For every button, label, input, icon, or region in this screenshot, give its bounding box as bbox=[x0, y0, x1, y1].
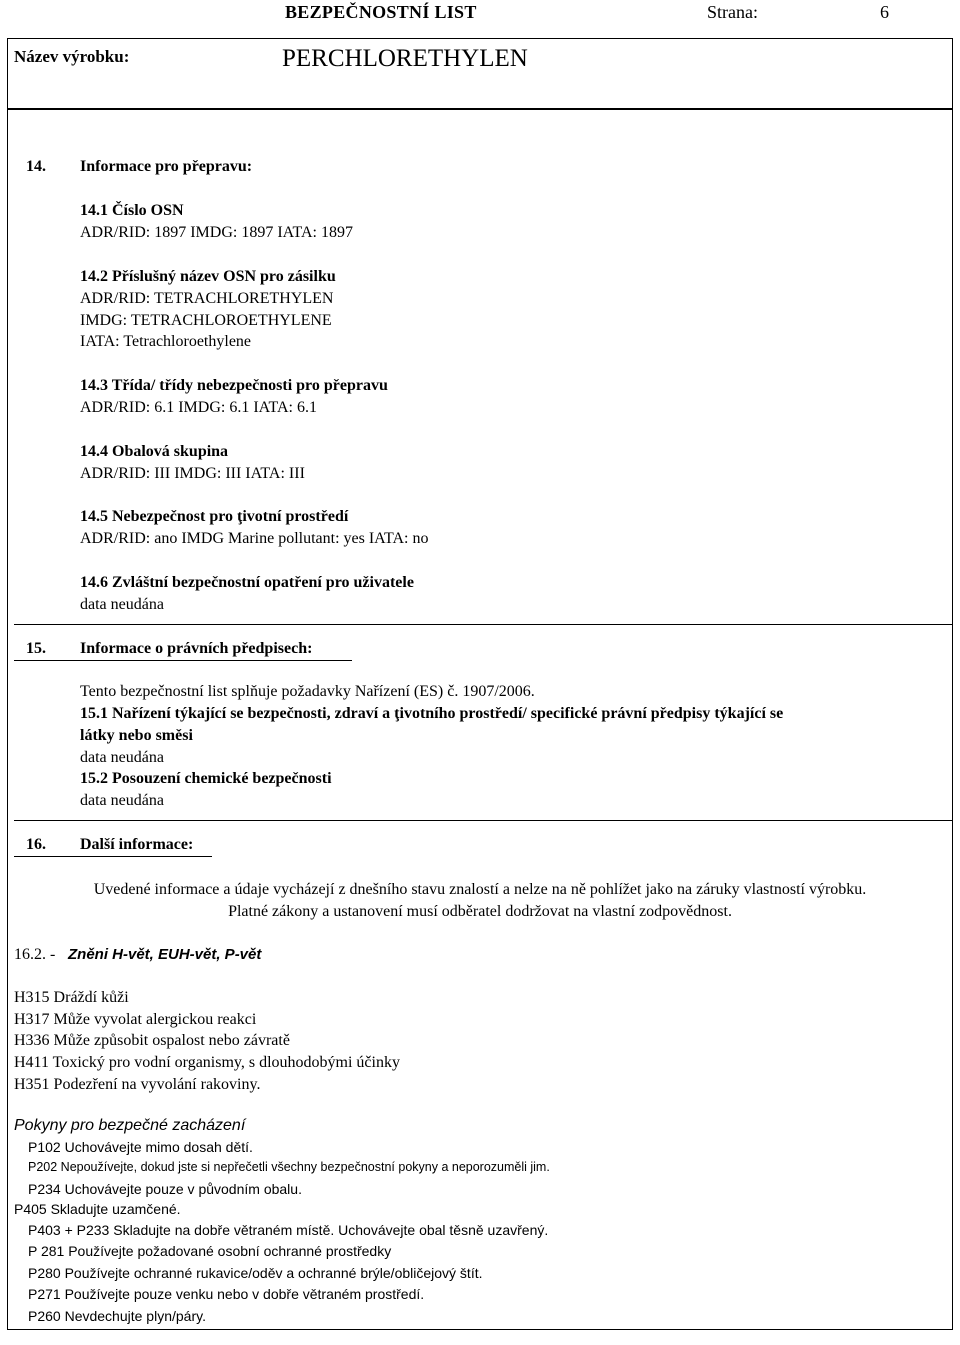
section-15-2-value: data neudána bbox=[80, 792, 164, 809]
h-statement: H317 Může vyvolat alergickou reakci bbox=[14, 1011, 257, 1028]
h-statement: H315 Dráždí kůži bbox=[14, 989, 129, 1006]
p-statement: P202 Nepoužívejte, dokud jste si nepřečetli všechny bezpečnostní pokyny a neporozuměli jim. bbox=[28, 1160, 550, 1174]
p-statements-heading: Pokyny pro bezpečné zacházení bbox=[14, 1117, 246, 1134]
h-statement: H411 Toxický pro vodní organismy, s dlouhodobými účinky bbox=[14, 1054, 400, 1071]
section-14-2-adr: ADR/RID: TETRACHLORETHYLEN bbox=[80, 290, 334, 307]
product-label: Název výrobku: bbox=[14, 47, 130, 66]
p-statement: P 281 Používejte požadované osobní ochranné prostředky bbox=[28, 1243, 392, 1259]
p-statement: P234 Uchovávejte pouze v původním obalu. bbox=[28, 1181, 302, 1197]
section-14-2-iata: IATA: Tetrachloroethylene bbox=[80, 333, 252, 350]
section-15-number: 15. bbox=[26, 640, 46, 657]
section-14-3-value: ADR/RID: 6.1 IMDG: 6.1 IATA: 6.1 bbox=[80, 399, 317, 416]
p-statement: P280 Používejte ochranné rukavice/oděv a ochranné brýle/obličejový štít. bbox=[28, 1265, 483, 1281]
page-number: 6 bbox=[880, 2, 889, 22]
section-14-4-heading: 14.4 Obalová skupina bbox=[80, 443, 229, 460]
page-label: Strana: bbox=[707, 2, 758, 22]
section-15-1-heading: 15.1 Nařízení týkající se bezpečnosti, zdraví a ţivotního prostředí/ specifické právní předpisy týkající se bbox=[80, 705, 784, 722]
frame-right-border bbox=[952, 38, 953, 108]
section-14-number: 14. bbox=[26, 158, 46, 175]
section-15-intro: Tento bezpečnostní list splňuje požadavky Nařízení (ES) č. 1907/2006. bbox=[80, 683, 535, 700]
section-14-4-value: ADR/RID: III IMDG: III IATA: III bbox=[80, 465, 305, 482]
section-15-underline bbox=[14, 660, 352, 661]
product-name: PERCHLORETHYLEN bbox=[282, 45, 528, 72]
section-15-title: Informace o právních předpisech: bbox=[80, 640, 313, 657]
section-14-1-value: ADR/RID: 1897 IMDG: 1897 IATA: 1897 bbox=[80, 224, 353, 241]
section-14-title: Informace pro přepravu: bbox=[80, 158, 253, 175]
disclaimer-line-1: Uvedené informace a údaje vycházejí z dnešního stavu znalostí a nelze na ně pohlížet jako na záruky vlastností výrobku. bbox=[93, 881, 867, 898]
p-statement: P403 + P233 Skladujte na dobře větraném místě. Uchovávejte obal těsně uzavřený. bbox=[28, 1222, 549, 1238]
section-15-2-heading: 15.2 Posouzení chemické bezpečnosti bbox=[80, 770, 332, 787]
p-statement: P271 Používejte pouze venku nebo v dobře větraném prostředí. bbox=[28, 1286, 425, 1302]
disclaimer-line-2: Platné zákony a ustanovení musí odběratel dodržovat na vlastní zodpovědnost. bbox=[228, 903, 732, 920]
section-16-title: Další informace: bbox=[80, 836, 194, 853]
section-15-1-heading-cont: látky nebo směsi bbox=[80, 727, 193, 744]
p-statement: P260 Nevdechujte plyn/páry. bbox=[28, 1308, 206, 1324]
p-statement: P102 Uchovávejte mimo dosah dětí. bbox=[28, 1139, 253, 1155]
p-statement: P405 Skladujte uzamčené. bbox=[14, 1201, 181, 1217]
section-14-6-value: data neudána bbox=[80, 596, 164, 613]
document-title: BEZPEČNOSTNÍ LIST bbox=[285, 2, 477, 22]
section-14-5-heading: 14.5 Nebezpečnost pro ţivotní prostředí bbox=[80, 508, 349, 525]
section-14-6-heading: 14.6 Zvláštní bezpečnostní opatření pro uživatele bbox=[80, 574, 414, 591]
section-16-number: 16. bbox=[26, 836, 46, 853]
section-14-2-heading: 14.2 Příslušný název OSN pro zásilku bbox=[80, 268, 336, 285]
header-divider bbox=[7, 38, 953, 39]
frame-left-border bbox=[7, 38, 8, 108]
section-14-2-imdg: IMDG: TETRACHLOROETHYLENE bbox=[80, 312, 332, 329]
h-statement: H351 Podezření na vyvolání rakoviny. bbox=[14, 1076, 261, 1093]
section-divider-2 bbox=[14, 820, 952, 821]
section-15-1-value: data neudána bbox=[80, 749, 164, 766]
subsection-16-2-number: 16.2. - bbox=[14, 946, 56, 963]
section-16-underline bbox=[14, 856, 212, 857]
section-14-1-heading: 14.1 Číslo OSN bbox=[80, 202, 184, 219]
section-14-5-value: ADR/RID: ano IMDG Marine pollutant: yes IATA: no bbox=[80, 530, 429, 547]
subsection-16-2-title: Zněni H-vět, EUH-vět, P-vět bbox=[68, 946, 262, 963]
h-statement: H336 Může způsobit ospalost nebo závratě bbox=[14, 1032, 290, 1049]
section-14-3-heading: 14.3 Třída/ třídy nebezpečnosti pro přepravu bbox=[80, 377, 388, 394]
section-divider bbox=[14, 624, 952, 625]
